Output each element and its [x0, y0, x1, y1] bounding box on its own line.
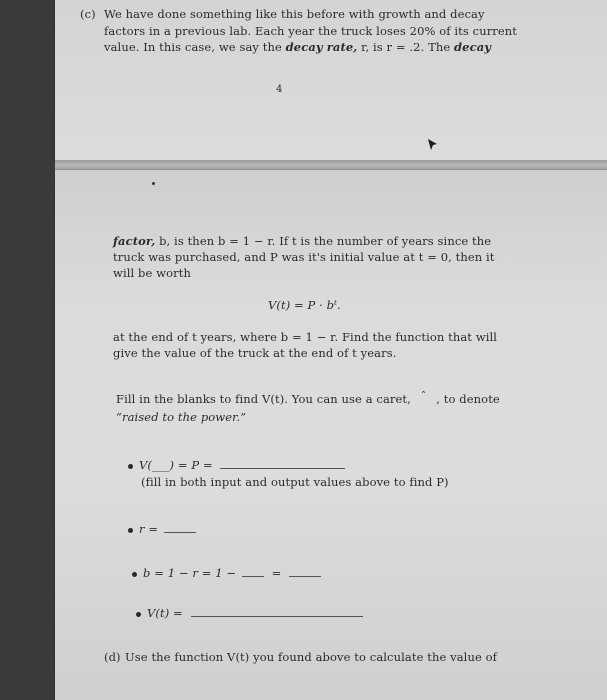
bullet-3-text-b: =: [271, 566, 282, 580]
blank-line: [164, 532, 196, 533]
bullet-item-4: [136, 606, 363, 621]
decay-term: decay: [454, 40, 492, 54]
caret-symbol: ˆ: [420, 389, 427, 403]
bullet-1-text: V(___) = P =: [139, 458, 213, 472]
blank-line: [242, 576, 264, 577]
bullet-dot: [128, 528, 133, 533]
bullet-item-2: [128, 522, 196, 537]
continued-line-1: [113, 234, 491, 249]
bullet-item-1: [128, 458, 345, 473]
blank-line: [191, 616, 363, 617]
blank-line: [220, 468, 345, 469]
part-d-line-1: Use the function V(t) you found above to calculate the value of: [125, 650, 497, 664]
speck: [152, 182, 155, 185]
factor-term: factor,: [113, 234, 156, 248]
part-d-label: (d): [104, 650, 121, 664]
bullet-2-text: r =: [139, 522, 159, 536]
continued-line-4: at the end of t years, where b = 1 − r. Find the function that will: [113, 330, 498, 344]
part-c-line-3-a: value. In this case, we say the: [104, 40, 282, 54]
bullet-1-note: (fill in both input and output values above to find P): [141, 475, 449, 489]
continued-line-5: give the value of the truck at the end of t years.: [113, 346, 397, 360]
bullet-3-text-a: b = 1 − r = 1 −: [143, 566, 237, 580]
bullet-item-3: [132, 566, 321, 581]
part-c-line-3: [104, 40, 491, 55]
decay-rate-term: decay rate,: [285, 40, 358, 54]
bullet-dot: [136, 612, 141, 617]
page-number: 4: [276, 84, 283, 95]
continued-line-3: will be worth: [113, 266, 191, 280]
bullet-dot: [132, 572, 137, 577]
bullet-dot: [128, 464, 133, 469]
cursor-arrow-icon: [427, 138, 439, 152]
fill-in-line-1-a: Fill in the blanks to find V(t). You can use a caret,: [116, 392, 411, 406]
blank-line: [289, 576, 321, 577]
part-c-label: (c): [80, 7, 96, 21]
fill-in-line-1: [116, 389, 500, 407]
part-c-line-1: We have done something like this before with growth and decay: [104, 7, 485, 21]
fill-in-line-1-b: , to denote: [436, 392, 500, 406]
formula: V(t) = P · bᵗ.: [268, 298, 341, 312]
part-c-line-2: factors in a previous lab. Each year the truck loses 20% of its current: [104, 24, 518, 38]
page-divider: [55, 160, 607, 170]
continued-line-1-b: b, is then b = 1 − r. If t is the number of years since the: [159, 234, 492, 248]
bullet-4-text: V(t) =: [147, 606, 183, 620]
part-c-line-3-c: r, is r = .2. The: [361, 40, 451, 54]
fill-in-line-2: “raised to the power.”: [116, 410, 247, 424]
continued-line-2: truck was purchased, and P was it's initial value at t = 0, then it: [113, 250, 495, 264]
